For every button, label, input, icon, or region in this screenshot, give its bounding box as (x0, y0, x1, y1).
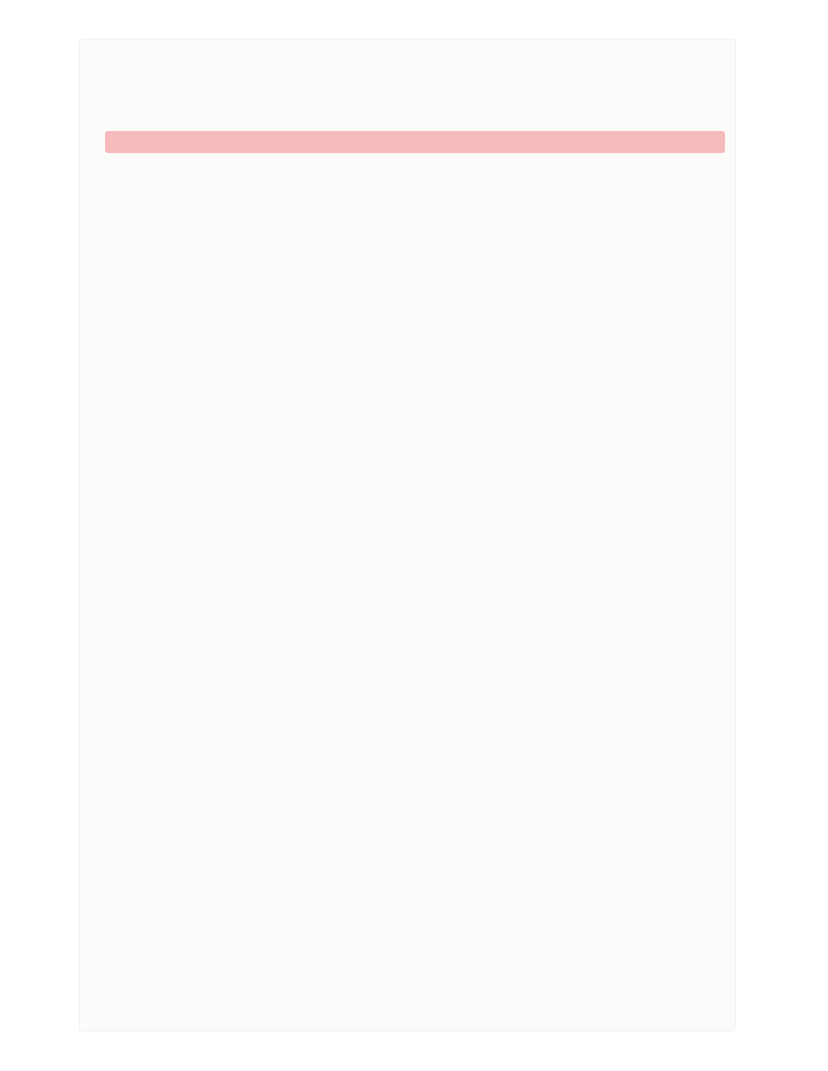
spiral-binding (735, 50, 755, 1010)
notebook-page (80, 40, 735, 1030)
title-highlight (105, 131, 725, 153)
